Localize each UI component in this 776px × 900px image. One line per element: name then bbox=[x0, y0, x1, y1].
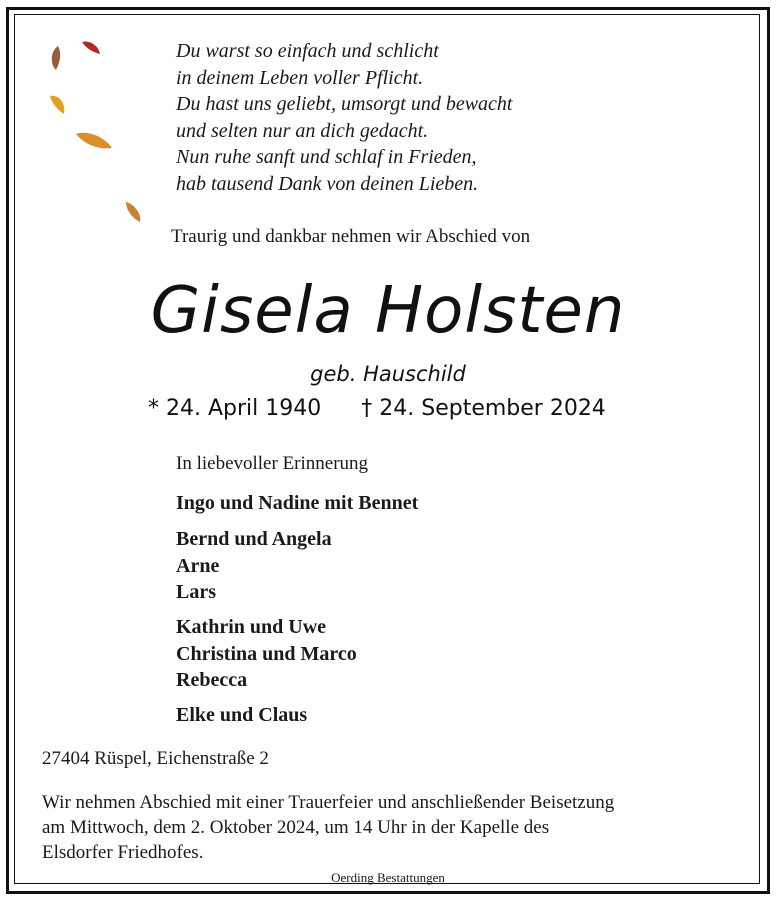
notice-line: Elsdorfer Friedhofes. bbox=[42, 842, 204, 863]
funeral-notice bbox=[42, 790, 614, 865]
poem-line: Du hast uns geliebt, umsorgt und bewacht bbox=[176, 93, 513, 115]
leaf-icon bbox=[82, 42, 100, 55]
mourner-group bbox=[176, 526, 332, 606]
poem-line: und selten nur an dich gedacht. bbox=[176, 119, 429, 142]
mourner-name: Arne bbox=[176, 554, 220, 577]
leaf-icon bbox=[50, 96, 64, 114]
birth-date: * 24. April 1940 bbox=[148, 396, 322, 421]
poem bbox=[176, 38, 512, 197]
falling-leaves-icon bbox=[40, 34, 150, 234]
mourner-group bbox=[176, 614, 357, 694]
life-dates bbox=[148, 396, 606, 421]
undertaker-credit: Oerding Bestattungen bbox=[331, 870, 445, 885]
notice-line: am Mittwoch, dem 2. Oktober 2024, um 14 Uhr in der Kapelle des bbox=[42, 817, 550, 838]
mourner-name: Bernd und Angela bbox=[176, 528, 332, 550]
mourner-name: Lars bbox=[176, 581, 216, 603]
memory-line: In liebevoller Erinnerung bbox=[176, 453, 369, 474]
poem-line: Du warst so einfach und schlicht bbox=[176, 40, 439, 62]
mourner-name: Rebecca bbox=[176, 669, 248, 691]
poem-line: in deinem Leben voller Pflicht. bbox=[176, 66, 424, 89]
mourner-name: Elke und Claus bbox=[176, 704, 308, 726]
mourner-name: Christina und Marco bbox=[176, 642, 357, 665]
poem-line: Nun ruhe sanft und schlaf in Frieden, bbox=[176, 146, 477, 168]
birth-name: geb. Hauschild bbox=[310, 362, 466, 386]
poem-line: hab tausend Dank von deinen Lieben. bbox=[176, 172, 479, 195]
death-date: † 24. September 2024 bbox=[361, 396, 606, 421]
notice-line: Wir nehmen Abschied mit einer Trauerfeier und anschließender Beisetzung bbox=[42, 792, 615, 813]
intro-line: Traurig und dankbar nehmen wir Abschied von bbox=[171, 226, 531, 247]
deceased-name: Gisela Holsten bbox=[150, 274, 626, 348]
mourner-name: Ingo und Nadine mit Bennet bbox=[176, 492, 419, 514]
mourner-group bbox=[176, 490, 418, 517]
leaf-icon bbox=[52, 46, 60, 70]
leaf-icon bbox=[126, 202, 140, 222]
mourner-name: Kathrin und Uwe bbox=[176, 616, 327, 638]
address: 27404 Rüspel, Eichenstraße 2 bbox=[42, 748, 269, 769]
mourner-group bbox=[176, 702, 307, 729]
leaf-icon bbox=[76, 133, 112, 149]
